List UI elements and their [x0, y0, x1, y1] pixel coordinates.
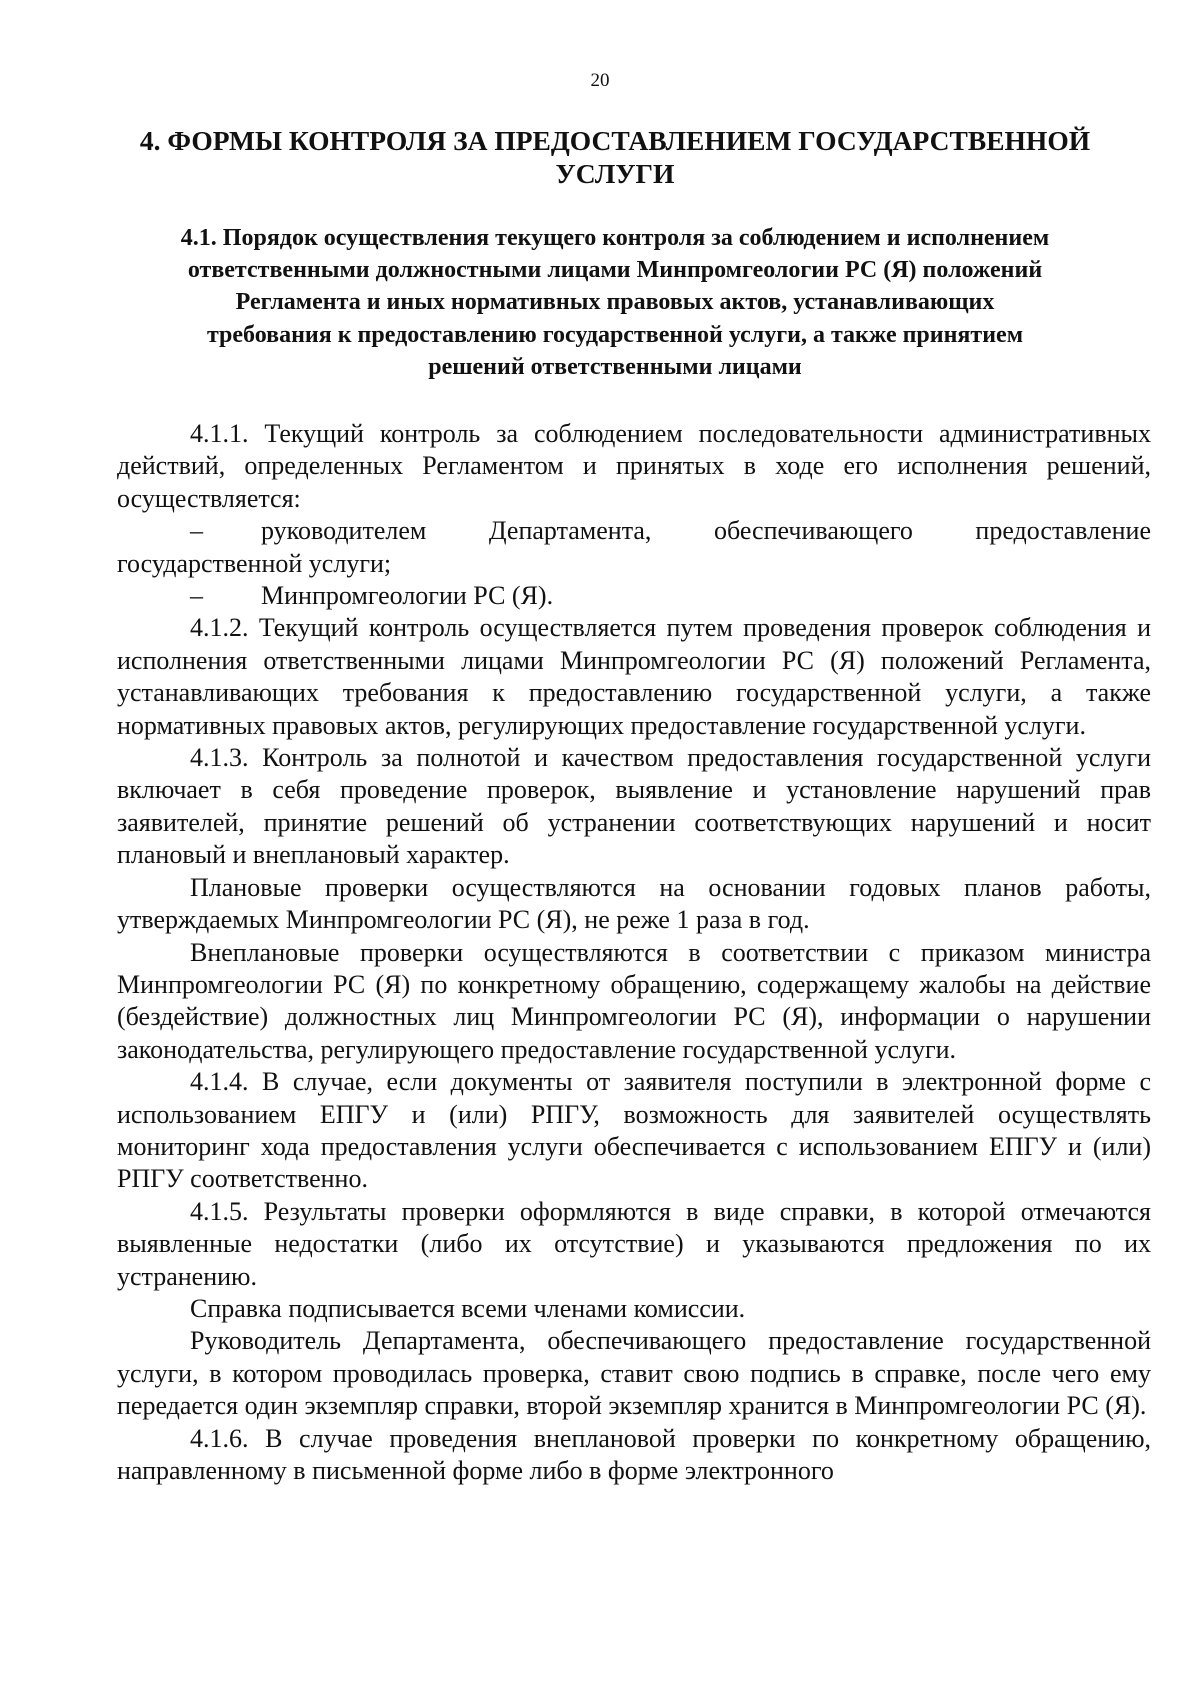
subsection-title-line: ответственными должностными лицами Минпромгеологии РС (Я) положений	[187, 257, 1043, 284]
list-item-text: руководителем Департамента, обеспечивающего предоставление государственной услуги;	[117, 516, 1151, 578]
section-title-line: УСЛУГИ	[555, 158, 675, 189]
body-text	[117, 418, 1151, 1487]
section-title-line: 4. ФОРМЫ КОНТРОЛЯ ЗА ПРЕДОСТАВЛЕНИЕМ ГОСУДАРСТВЕННОЙ	[139, 125, 1091, 156]
list-item-text: Минпромгеологии РС (Я).	[261, 581, 554, 611]
subsection-title-line: решений ответственными лицами	[428, 353, 802, 380]
dash-marker: –	[190, 581, 203, 611]
subsection-title-line: 4.1. Порядок осуществления текущего контроля за соблюдением и исполнением	[180, 225, 1050, 251]
subsection-title	[110, 222, 1120, 383]
paragraph-signature: Справка подписывается всеми членами комиссии.	[190, 1293, 746, 1323]
paragraph-4-1-2: 4.1.2. Текущий контроль осуществляется путем проведения проверок соблюдения и исполнения ответственными лицами Минпромгеологии РС (Я) положений Регламента, устанавливающих требования к предоставлению государственной услуги, а также нормативных правовых актов, регулирующих предоставление государственной услуги.	[117, 613, 1151, 740]
subsection-title-line: требования к предоставлению государственной услуги, а также принятием	[206, 321, 1024, 348]
list-item-department-head	[117, 515, 1151, 580]
paragraph-unplanned-checks: Внеплановые проверки осуществляются в соответствии с приказом министра Минпромгеологии РС (Я) по конкретному обращению, содержащему жалобы на действие (бездействие) должностных лиц Минпромгеологии РС (Я), информации о нарушении законодательства, регулирующего предоставление государственной услуги.	[117, 937, 1151, 1064]
paragraph-4-1-6: 4.1.6. В случае проведения внеплановой проверки по конкретному обращению, направленному в письменной форме либо в форме электронного	[117, 1423, 1151, 1485]
paragraph-4-1-3: 4.1.3. Контроль за полнотой и качеством предоставления государственной услуги включает в себя проведение проверок, выявление и установление нарушений прав заявителей, принятие решений об устранении соответствующих нарушений и носит плановый и внеплановый характер.	[117, 743, 1151, 870]
page-number: 20	[590, 70, 610, 91]
dash-marker: –	[190, 516, 203, 546]
paragraph-4-1-4: 4.1.4. В случае, если документы от заявителя поступили в электронной форме с использованием ЕПГУ и (или) РПГУ, возможность для заявителей осуществлять мониторинг хода предоставления услуги обеспечивается с использованием ЕПГУ и (или) РПГУ соответственно.	[117, 1067, 1151, 1194]
paragraph-4-1-5: 4.1.5. Результаты проверки оформляются в виде справки, в которой отмечаются выявленные недостатки (либо их отсутствие) и указываются предложения по их устранению.	[117, 1196, 1151, 1291]
paragraph-planned-checks: Плановые проверки осуществляются на основании годовых планов работы, утверждаемых Минпромгеологии РС (Я), не реже 1 раза в год.	[117, 872, 1151, 935]
section-title	[115, 124, 1115, 190]
paragraph-4-1-1: 4.1.1. Текущий контроль за соблюдением последовательности административных действий, определенных Регламентом и принятых в ходе его исполнения решений, осуществляется:	[117, 419, 1151, 513]
subsection-title-line: Регламента и иных нормативных правовых актов, устанавливающих	[235, 289, 995, 316]
paragraph-department-head: Руководитель Департамента, обеспечивающего предоставление государственной услуги, в котором проводилась проверка, ставит свою подпись в справке, после чего ему передается один экземпляр справки, второй экземпляр хранится в Минпромгеологии РС (Я).	[117, 1326, 1151, 1421]
list-item-ministry	[117, 580, 1151, 612]
